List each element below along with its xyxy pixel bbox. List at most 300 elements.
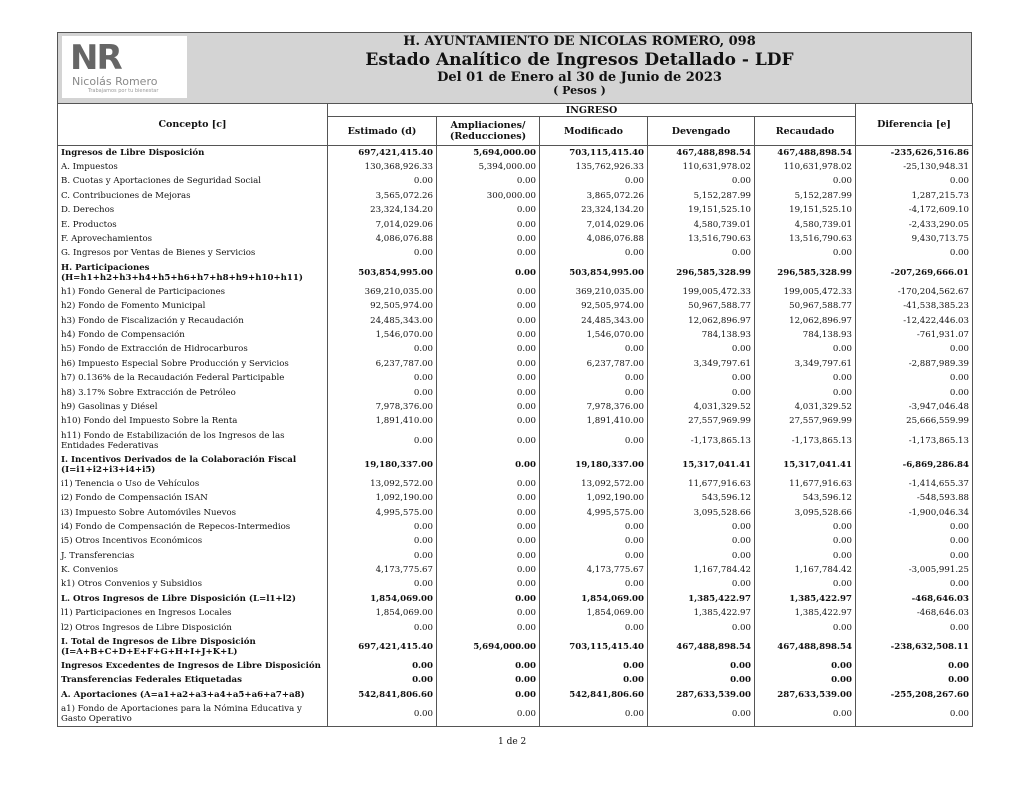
cell-modificado: 0.00 [540,673,648,687]
report-units: ( Pesos ) [553,84,606,97]
cell-devengado: 0.00 [648,620,755,634]
table-row [58,261,973,285]
cell-recaudado: 467,488,898.54 [755,635,856,659]
cell-estimado: 0.00 [328,371,437,385]
table-row [58,577,973,591]
table-row [58,673,973,687]
cell-devengado: 0.00 [648,246,755,260]
cell-estimado: 0.00 [328,673,437,687]
cell-estimado: 0.00 [328,520,437,534]
cell-estimado: 6,237,787.00 [328,357,437,371]
table-body [58,146,973,727]
cell-modificado: 0.00 [540,548,648,562]
cell-ampliaciones: 0.00 [437,453,540,477]
cell-ampliaciones: 0.00 [437,429,540,453]
cell-estimado: 0.00 [328,659,437,673]
cell-ampliaciones: 0.00 [437,688,540,702]
cell-recaudado: 4,580,739.01 [755,217,856,231]
cell-diferencia: -468,646.03 [856,592,973,606]
cell-recaudado: 27,557,969.99 [755,414,856,428]
cell-modificado: 369,210,035.00 [540,285,648,299]
table-row [58,299,973,313]
cell-ampliaciones: 0.00 [437,477,540,491]
table-row [58,414,973,428]
table-row [58,477,973,491]
cell-diferencia: -468,646.03 [856,606,973,620]
row-concept: i2) Fondo de Compensación ISAN [58,491,328,505]
cell-ampliaciones: 5,694,000.00 [437,635,540,659]
cell-devengado: 287,633,539.00 [648,688,755,702]
table-row [58,606,973,620]
cell-recaudado: 13,516,790.63 [755,232,856,246]
row-concept: l1) Participaciones en Ingresos Locales [58,606,328,620]
cell-diferencia: -235,626,516.86 [856,146,973,160]
cell-diferencia: 0.00 [856,534,973,548]
row-concept: l2) Otros Ingresos de Libre Disposición [58,620,328,634]
row-concept: G. Ingresos por Ventas de Bienes y Servicios [58,246,328,260]
col-modificado: Modificado [540,117,648,146]
cell-estimado: 7,014,029.06 [328,217,437,231]
row-concept: i3) Impuesto Sobre Automóviles Nuevos [58,505,328,519]
cell-devengado: 296,585,328.99 [648,261,755,285]
cell-ampliaciones: 0.00 [437,400,540,414]
cell-estimado: 0.00 [328,429,437,453]
cell-devengado: 5,152,287.99 [648,189,755,203]
cell-ampliaciones: 0.00 [437,261,540,285]
report-title: Estado Analítico de Ingresos Detallado - LDF [365,50,794,70]
cell-modificado: 0.00 [540,174,648,188]
row-concept: E. Productos [58,217,328,231]
cell-recaudado: 0.00 [755,371,856,385]
cell-ampliaciones: 0.00 [437,414,540,428]
cell-diferencia: -3,947,046.48 [856,400,973,414]
cell-devengado: 4,031,329.52 [648,400,755,414]
cell-estimado: 4,173,775.67 [328,563,437,577]
cell-recaudado: 0.00 [755,702,856,726]
cell-diferencia: -25,130,948.31 [856,160,973,174]
report-period: Del 01 de Enero al 30 de Junio de 2023 [437,70,722,85]
cell-recaudado: 0.00 [755,548,856,562]
cell-recaudado: 3,095,528.66 [755,505,856,519]
cell-diferencia: -238,632,508.11 [856,635,973,659]
cell-recaudado: 0.00 [755,246,856,260]
row-concept: a1) Fondo de Aportaciones para la Nómina Educativa y Gasto Operativo [58,702,328,726]
table-row [58,563,973,577]
cell-ampliaciones: 0.00 [437,606,540,620]
cell-diferencia: 1,287,215.73 [856,189,973,203]
row-concept: h5) Fondo de Extracción de Hidrocarburos [58,342,328,356]
table-row [58,548,973,562]
cell-devengado: 50,967,588.77 [648,299,755,313]
table-row [58,688,973,702]
cell-devengado: 0.00 [648,371,755,385]
row-concept: I. Total de Ingresos de Libre Disposición (I=A+B+C+D+E+F+G+H+I+J+K+L) [58,635,328,659]
table-row [58,620,973,634]
cell-ampliaciones: 0.00 [437,328,540,342]
cell-ampliaciones: 0.00 [437,385,540,399]
cell-modificado: 4,995,575.00 [540,505,648,519]
cell-recaudado: 0.00 [755,174,856,188]
cell-estimado: 0.00 [328,702,437,726]
cell-diferencia: 0.00 [856,659,973,673]
cell-devengado: 467,488,898.54 [648,146,755,160]
cell-ampliaciones: 0.00 [437,232,540,246]
row-concept: L. Otros Ingresos de Libre Disposición (L=l1+l2) [58,592,328,606]
cell-modificado: 0.00 [540,620,648,634]
cell-estimado: 1,854,069.00 [328,606,437,620]
cell-modificado: 19,180,337.00 [540,453,648,477]
logo-tagline: Trabajamos por tu bienestar [88,88,159,94]
cell-recaudado: 0.00 [755,620,856,634]
row-concept: i4) Fondo de Compensación de Repecos-Intermedios [58,520,328,534]
cell-recaudado: 543,596.12 [755,491,856,505]
municipal-logo [62,36,187,98]
row-concept: Transferencias Federales Etiquetadas [58,673,328,687]
cell-ampliaciones: 0.00 [437,357,540,371]
cell-devengado: 0.00 [648,548,755,562]
cell-ampliaciones: 0.00 [437,620,540,634]
cell-ampliaciones: 0.00 [437,174,540,188]
table-row [58,357,973,371]
cell-ampliaciones: 5,394,000.00 [437,160,540,174]
cell-estimado: 542,841,806.60 [328,688,437,702]
cell-estimado: 369,210,035.00 [328,285,437,299]
cell-devengado: 199,005,472.33 [648,285,755,299]
cell-devengado: 15,317,041.41 [648,453,755,477]
cell-devengado: 1,167,784.42 [648,563,755,577]
cell-diferencia: -12,422,446.03 [856,313,973,327]
cell-ampliaciones: 0.00 [437,342,540,356]
row-concept: J. Transferencias [58,548,328,562]
cell-devengado: 3,349,797.61 [648,357,755,371]
col-devengado: Devengado [648,117,755,146]
cell-devengado: 1,385,422.97 [648,592,755,606]
cell-ampliaciones: 0.00 [437,299,540,313]
cell-devengado: 3,095,528.66 [648,505,755,519]
table-row [58,453,973,477]
cell-estimado: 1,854,069.00 [328,592,437,606]
col-estimado: Estimado (d) [328,117,437,146]
cell-diferencia: -255,208,267.60 [856,688,973,702]
cell-modificado: 92,505,974.00 [540,299,648,313]
cell-diferencia: 0.00 [856,577,973,591]
cell-recaudado: 19,151,525.10 [755,203,856,217]
cell-diferencia: 0.00 [856,371,973,385]
cell-recaudado: -1,173,865.13 [755,429,856,453]
cell-ampliaciones: 300,000.00 [437,189,540,203]
cell-devengado: 11,677,916.63 [648,477,755,491]
cell-diferencia: 0.00 [856,342,973,356]
row-concept: I. Incentivos Derivados de la Colaboración Fiscal (I=i1+i2+i3+i4+i5) [58,453,328,477]
cell-estimado: 23,324,134.20 [328,203,437,217]
cell-modificado: 0.00 [540,385,648,399]
cell-ampliaciones: 0.00 [437,313,540,327]
row-concept: H. Participaciones (H=h1+h2+h3+h4+h5+h6+h7+h8+h9+h10+h11) [58,261,328,285]
cell-recaudado: 0.00 [755,577,856,591]
cell-modificado: 13,092,572.00 [540,477,648,491]
table-row [58,174,973,188]
cell-modificado: 24,485,343.00 [540,313,648,327]
cell-estimado: 0.00 [328,577,437,591]
cell-ampliaciones: 0.00 [437,246,540,260]
row-concept: h7) 0.136% de la Recaudación Federal Participable [58,371,328,385]
cell-estimado: 0.00 [328,548,437,562]
row-concept: h2) Fondo de Fomento Municipal [58,299,328,313]
cell-diferencia: -1,414,655.37 [856,477,973,491]
cell-devengado: 0.00 [648,659,755,673]
cell-devengado: 1,385,422.97 [648,606,755,620]
cell-estimado: 3,565,072.26 [328,189,437,203]
cell-recaudado: 4,031,329.52 [755,400,856,414]
cell-modificado: 23,324,134.20 [540,203,648,217]
cell-diferencia: 0.00 [856,548,973,562]
cell-devengado: 19,151,525.10 [648,203,755,217]
cell-ampliaciones: 0.00 [437,659,540,673]
report-header [57,32,972,103]
row-concept: i1) Tenencia o Uso de Vehículos [58,477,328,491]
cell-ampliaciones: 0.00 [437,203,540,217]
report-titles [188,33,971,97]
cell-estimado: 0.00 [328,342,437,356]
cell-estimado: 19,180,337.00 [328,453,437,477]
cell-recaudado: 15,317,041.41 [755,453,856,477]
cell-devengado: 467,488,898.54 [648,635,755,659]
cell-recaudado: 1,167,784.42 [755,563,856,577]
cell-modificado: 6,237,787.00 [540,357,648,371]
row-concept: D. Derechos [58,203,328,217]
table-row [58,160,973,174]
cell-modificado: 542,841,806.60 [540,688,648,702]
cell-modificado: 1,546,070.00 [540,328,648,342]
table-row [58,659,973,673]
cell-estimado: 0.00 [328,246,437,260]
cell-devengado: -1,173,865.13 [648,429,755,453]
cell-diferencia: 0.00 [856,385,973,399]
cell-ampliaciones: 0.00 [437,577,540,591]
cell-modificado: 503,854,995.00 [540,261,648,285]
cell-modificado: 0.00 [540,246,648,260]
cell-ampliaciones: 0.00 [437,673,540,687]
cell-diferencia: -2,887,989.39 [856,357,973,371]
cell-recaudado: 0.00 [755,385,856,399]
cell-estimado: 503,854,995.00 [328,261,437,285]
cell-estimado: 0.00 [328,385,437,399]
table-row [58,505,973,519]
cell-devengado: 0.00 [648,385,755,399]
cell-modificado: 0.00 [540,342,648,356]
row-concept: A. Impuestos [58,160,328,174]
row-concept: h8) 3.17% Sobre Extracción de Petróleo [58,385,328,399]
cell-modificado: 1,092,190.00 [540,491,648,505]
table-row [58,702,973,726]
cell-estimado: 697,421,415.40 [328,146,437,160]
table-row [58,285,973,299]
cell-ampliaciones: 0.00 [437,592,540,606]
cell-recaudado: 199,005,472.33 [755,285,856,299]
row-concept: h9) Gasolinas y Diésel [58,400,328,414]
col-concepto: Concepto [c] [58,104,328,146]
table-row [58,146,973,160]
cell-diferencia: 0.00 [856,702,973,726]
cell-estimado: 1,891,410.00 [328,414,437,428]
cell-devengado: 12,062,896.97 [648,313,755,327]
cell-recaudado: 110,631,978.02 [755,160,856,174]
cell-recaudado: 0.00 [755,342,856,356]
cell-diferencia: -6,869,286.84 [856,453,973,477]
row-concept: h4) Fondo de Compensación [58,328,328,342]
table-row [58,491,973,505]
logo-mark: NR [70,38,121,78]
cell-modificado: 4,086,076.88 [540,232,648,246]
table-row [58,371,973,385]
cell-diferencia: -41,538,385.23 [856,299,973,313]
row-concept: F. Aprovechamientos [58,232,328,246]
cell-diferencia: 25,666,559.99 [856,414,973,428]
row-concept: h10) Fondo del Impuesto Sobre la Renta [58,414,328,428]
cell-diferencia: -1,900,046.34 [856,505,973,519]
cell-devengado: 784,138.93 [648,328,755,342]
cell-recaudado: 0.00 [755,673,856,687]
row-concept: C. Contribuciones de Mejoras [58,189,328,203]
report-document [57,32,972,727]
cell-modificado: 7,014,029.06 [540,217,648,231]
cell-recaudado: 5,152,287.99 [755,189,856,203]
cell-diferencia: -761,931.07 [856,328,973,342]
cell-recaudado: 11,677,916.63 [755,477,856,491]
table-row [58,429,973,453]
cell-modificado: 0.00 [540,659,648,673]
row-concept: h1) Fondo General de Participaciones [58,285,328,299]
cell-ampliaciones: 0.00 [437,285,540,299]
table-row [58,313,973,327]
row-concept: Ingresos Excedentes de Ingresos de Libre Disposición [58,659,328,673]
col-diferencia: Diferencia [e] [856,104,973,146]
cell-recaudado: 287,633,539.00 [755,688,856,702]
income-table [57,103,973,727]
cell-recaudado: 3,349,797.61 [755,357,856,371]
entity-name: H. AYUNTAMIENTO DE NICOLAS ROMERO, 098 [403,34,756,49]
row-concept: A. Aportaciones (A=a1+a2+a3+a4+a5+a6+a7+a8) [58,688,328,702]
col-recaudado: Recaudado [755,117,856,146]
table-row [58,232,973,246]
cell-estimado: 4,086,076.88 [328,232,437,246]
cell-recaudado: 50,967,588.77 [755,299,856,313]
cell-devengado: 0.00 [648,342,755,356]
table-row [58,342,973,356]
cell-modificado: 3,865,072.26 [540,189,648,203]
cell-ampliaciones: 0.00 [437,505,540,519]
cell-devengado: 27,557,969.99 [648,414,755,428]
cell-diferencia: -3,005,991.25 [856,563,973,577]
table-row [58,592,973,606]
cell-ampliaciones: 0.00 [437,371,540,385]
cell-diferencia: -170,204,562.67 [856,285,973,299]
table-row [58,203,973,217]
cell-recaudado: 12,062,896.97 [755,313,856,327]
cell-modificado: 703,115,415.40 [540,146,648,160]
cell-ampliaciones: 0.00 [437,217,540,231]
cell-devengado: 13,516,790.63 [648,232,755,246]
table-row [58,534,973,548]
col-ampliaciones: Ampliaciones/ (Reducciones) [437,117,540,146]
cell-modificado: 1,891,410.00 [540,414,648,428]
table-row [58,385,973,399]
row-concept: K. Convenios [58,563,328,577]
cell-estimado: 130,368,926.33 [328,160,437,174]
cell-ampliaciones: 0.00 [437,563,540,577]
table-row [58,400,973,414]
cell-modificado: 7,978,376.00 [540,400,648,414]
cell-ampliaciones: 0.00 [437,548,540,562]
cell-estimado: 0.00 [328,534,437,548]
cell-diferencia: 0.00 [856,174,973,188]
cell-devengado: 0.00 [648,534,755,548]
cell-recaudado: 1,385,422.97 [755,592,856,606]
cell-recaudado: 1,385,422.97 [755,606,856,620]
table-row [58,217,973,231]
cell-devengado: 4,580,739.01 [648,217,755,231]
cell-diferencia: 0.00 [856,520,973,534]
cell-ampliaciones: 5,694,000.00 [437,146,540,160]
row-concept: h6) Impuesto Especial Sobre Producción y Servicios [58,357,328,371]
cell-diferencia: 9,430,713.75 [856,232,973,246]
cell-modificado: 0.00 [540,520,648,534]
cell-diferencia: -4,172,609.10 [856,203,973,217]
table-row [58,635,973,659]
row-concept: k1) Otros Convenios y Subsidios [58,577,328,591]
cell-devengado: 110,631,978.02 [648,160,755,174]
cell-modificado: 0.00 [540,702,648,726]
cell-estimado: 92,505,974.00 [328,299,437,313]
cell-modificado: 1,854,069.00 [540,592,648,606]
cell-diferencia: -207,269,666.01 [856,261,973,285]
cell-diferencia: 0.00 [856,246,973,260]
cell-devengado: 0.00 [648,577,755,591]
row-concept: i5) Otros Incentivos Económicos [58,534,328,548]
cell-ampliaciones: 0.00 [437,534,540,548]
cell-diferencia: -1,173,865.13 [856,429,973,453]
cell-ampliaciones: 0.00 [437,702,540,726]
table-row [58,328,973,342]
cell-recaudado: 784,138.93 [755,328,856,342]
cell-modificado: 0.00 [540,429,648,453]
cell-recaudado: 0.00 [755,520,856,534]
cell-devengado: 0.00 [648,702,755,726]
cell-estimado: 1,546,070.00 [328,328,437,342]
cell-modificado: 0.00 [540,371,648,385]
cell-devengado: 0.00 [648,673,755,687]
cell-modificado: 135,762,926.33 [540,160,648,174]
cell-devengado: 0.00 [648,520,755,534]
cell-modificado: 4,173,775.67 [540,563,648,577]
row-concept: Ingresos de Libre Disposición [58,146,328,160]
cell-diferencia: 0.00 [856,620,973,634]
col-group-ingreso: INGRESO [328,104,856,117]
table-row [58,520,973,534]
row-concept: h3) Fondo de Fiscalización y Recaudación [58,313,328,327]
page-number: 1 de 2 [498,737,527,747]
logo-name: Nicolás Romero [72,75,158,88]
cell-recaudado: 467,488,898.54 [755,146,856,160]
cell-devengado: 0.00 [648,174,755,188]
cell-diferencia: -548,593.88 [856,491,973,505]
cell-estimado: 1,092,190.00 [328,491,437,505]
cell-recaudado: 0.00 [755,534,856,548]
cell-diferencia: -2,433,290.05 [856,217,973,231]
cell-estimado: 24,485,343.00 [328,313,437,327]
cell-estimado: 0.00 [328,620,437,634]
cell-modificado: 0.00 [540,577,648,591]
